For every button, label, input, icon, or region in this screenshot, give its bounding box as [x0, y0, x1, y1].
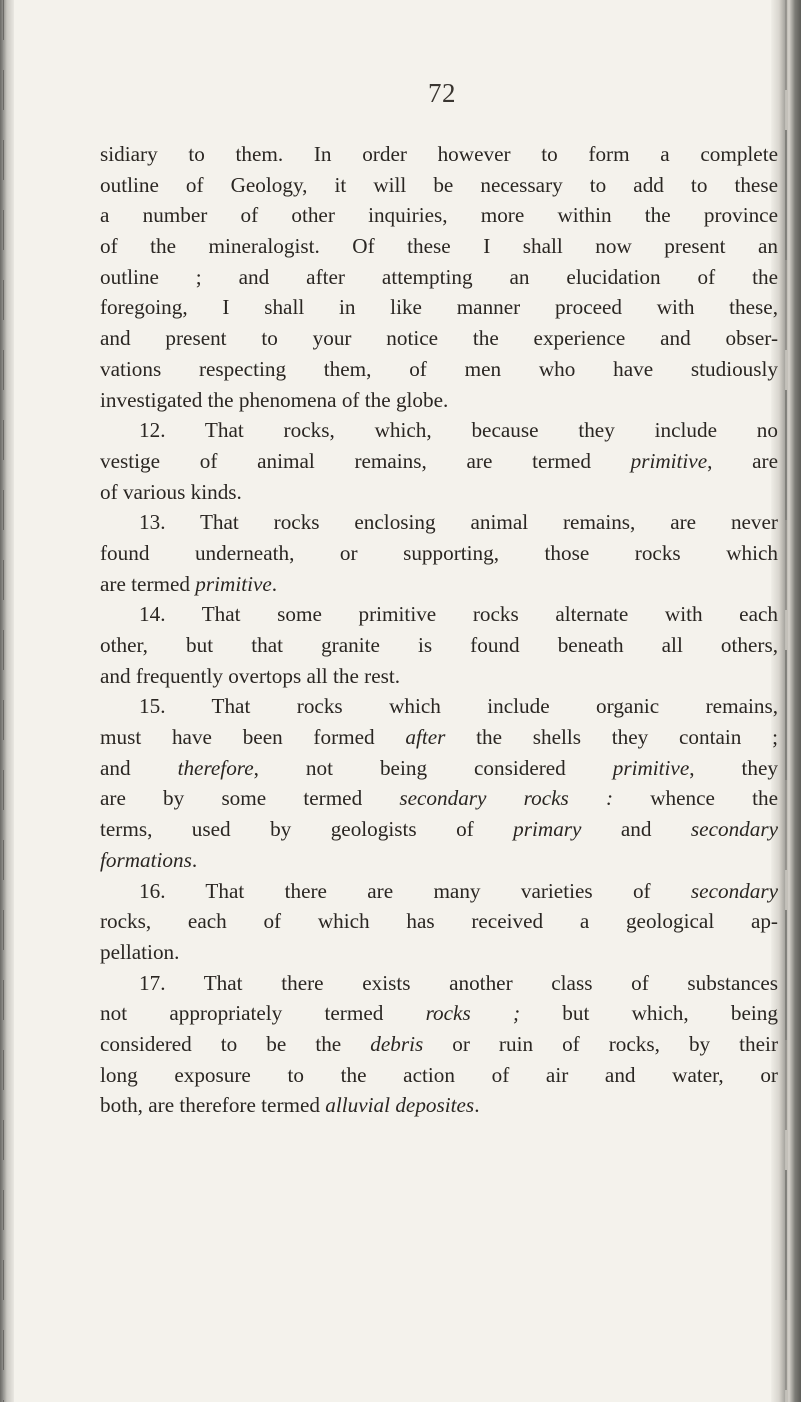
text-line: 13. That rocks enclosing animal remains, are never	[139, 510, 778, 535]
text-line: outline of Geology, it will be necessary to add to these	[100, 172, 778, 197]
text-line: a number of other inquiries, more within the province	[100, 203, 778, 228]
text-line: not appropriately termed rocks ; but which, being	[100, 1001, 778, 1026]
text-line: 16. That there are many varieties of secondary	[139, 878, 778, 903]
text-line: of the mineralogist. Of these I shall now present an	[100, 234, 778, 259]
paragraph-17	[100, 968, 778, 1121]
text-line: are by some termed secondary rocks : whence the	[100, 786, 778, 811]
text-line: foregoing, I shall in like manner proceed with these,	[100, 295, 778, 320]
paragraph-15	[100, 691, 778, 875]
text-line: considered to be the debris or ruin of rocks, by their	[100, 1031, 779, 1056]
text-line: sidiary to them. In order however to form a complete	[100, 142, 778, 166]
book-page	[100, 78, 778, 1121]
paragraph-intro	[100, 139, 778, 415]
book-binding-shadow	[0, 0, 14, 1402]
text-line: 15. That rocks which include organic remains,	[139, 694, 778, 719]
paragraph-16	[100, 876, 778, 968]
text-line: must have been formed after the shells they contain ;	[100, 725, 778, 750]
paragraph-12	[100, 415, 778, 507]
text-line: 12. That rocks, which, because they include no	[139, 418, 778, 443]
text-line: pellation.	[100, 939, 180, 964]
text-line: outline ; and after attempting an elucidation of the	[100, 264, 778, 289]
text-line: 17. That there exists another class of substances	[139, 970, 778, 995]
paragraph-14	[100, 599, 778, 691]
text-line: long exposure to the action of air and water, or	[100, 1062, 778, 1087]
text-line: investigated the phenomena of the globe.	[100, 387, 449, 412]
text-line: and present to your notice the experience and obser-	[100, 326, 778, 351]
text-line: other, but that granite is found beneath all others,	[100, 633, 778, 657]
text-line: formations.	[100, 847, 198, 872]
text-line: and frequently overtops all the rest.	[100, 663, 401, 688]
text-line: are termed primitive.	[100, 571, 278, 596]
text-line: and therefore, not being considered primitive, they	[100, 755, 778, 780]
text-line: vestige of animal remains, are termed primitive, are	[100, 448, 778, 473]
text-line: of various kinds.	[100, 479, 242, 504]
text-line: found underneath, or supporting, those rocks which	[100, 540, 778, 565]
page-number: 72	[428, 78, 456, 108]
paragraph-13	[100, 507, 778, 599]
text-line: terms, used by geologists of primary and secondary	[100, 817, 778, 842]
text-line: 14. That some primitive rocks alternate with each	[139, 602, 778, 627]
text-line: vations respecting them, of men who have studiously	[100, 356, 778, 381]
text-line: rocks, each of which has received a geological ap-	[100, 909, 778, 934]
text-line: both, are therefore termed alluvial deposites.	[100, 1093, 480, 1118]
